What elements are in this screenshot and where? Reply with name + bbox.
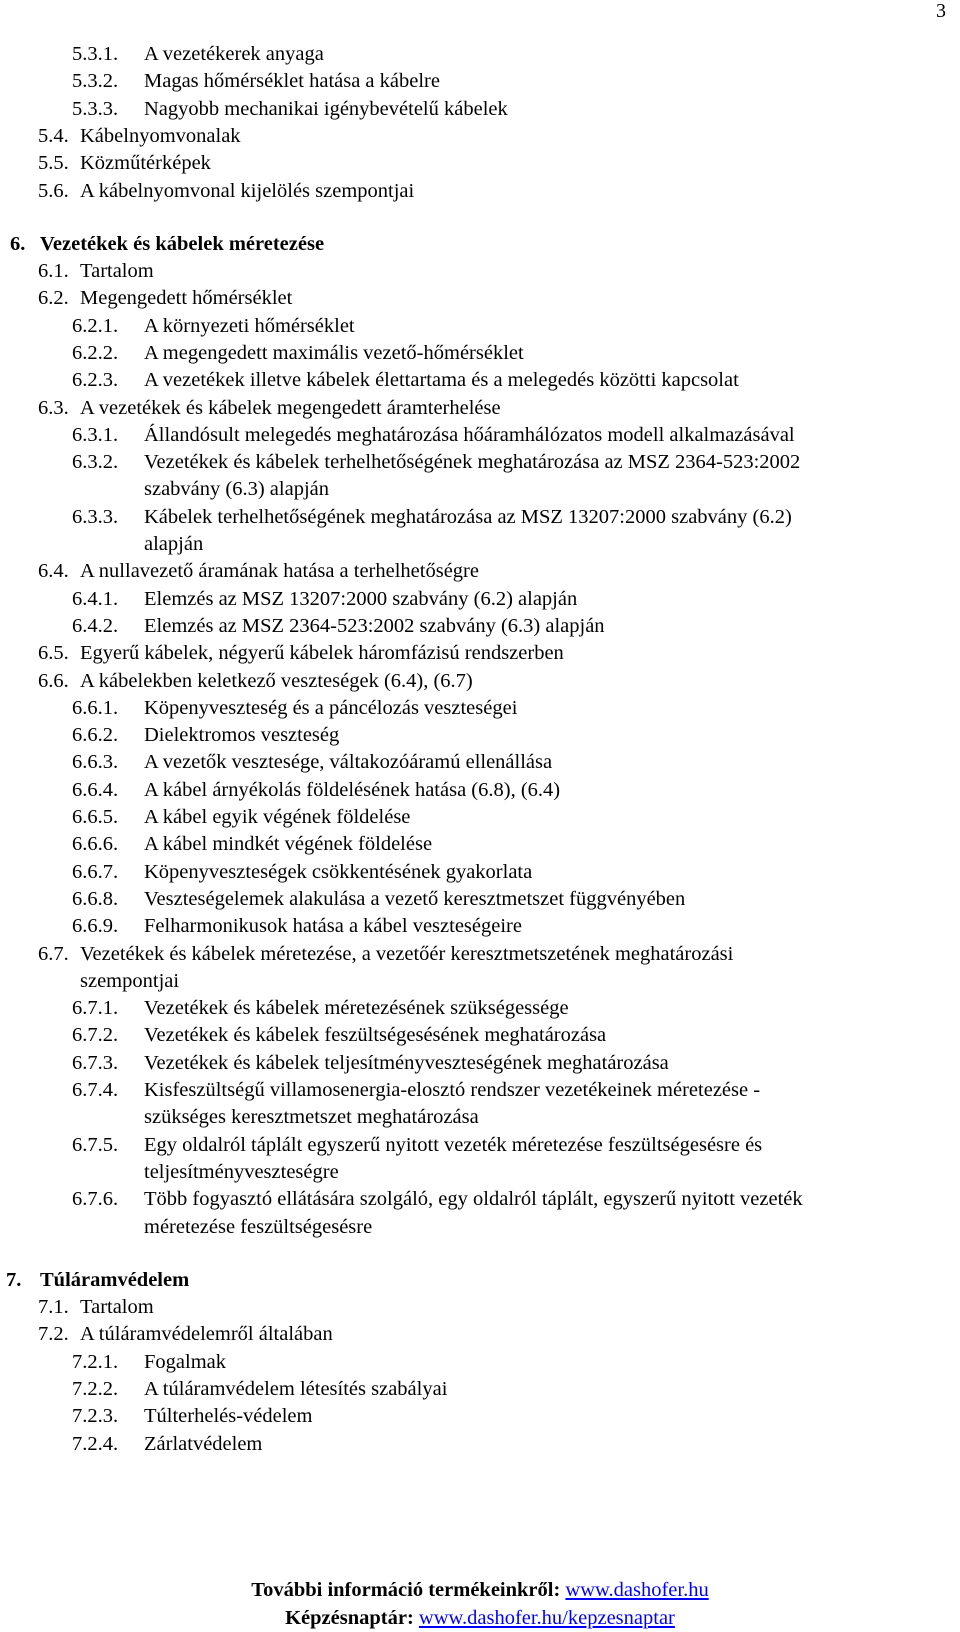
- toc-entry-title: Köpenyveszteségek csökkentésének gyakorlata: [144, 860, 533, 883]
- toc-entry-title: A vezetékek illetve kábelek élettartama és a melegedés közötti kapcsolat: [144, 369, 739, 392]
- toc-entry-number: 5.5.: [38, 152, 69, 175]
- toc-entry-title: Kisfeszültségű villamosenergia-elosztó rendszer vezetékeinek méretezése -: [144, 1079, 761, 1102]
- toc-entry-title: A kábelekben keletkező veszteségek (6.4), (6.7): [80, 669, 473, 692]
- toc-entry-title: Tartalom: [80, 1296, 154, 1319]
- toc-entry-number: 6.4.1.: [72, 587, 119, 610]
- footer-products-label: További információ termékeinkről:: [251, 1579, 561, 1601]
- toc-entry-number: 6.7.1.: [72, 997, 119, 1020]
- toc-entry-number: 5.3.3.: [72, 97, 119, 120]
- toc-entry-number: 5.3.1.: [72, 43, 119, 65]
- toc-entry-number: 6.4.2.: [72, 614, 119, 637]
- toc-entry-title-continued: alapján: [144, 533, 204, 556]
- footer: [0, 1576, 960, 1632]
- toc-entry-number: 6.7.4.: [72, 1079, 119, 1102]
- toc-entry-number: 6.6.8.: [72, 887, 119, 910]
- toc-entry-title: A környezeti hőmérséklet: [144, 314, 355, 337]
- toc-entry-title: Dielektromos veszteség: [144, 724, 340, 747]
- toc-entry-title-continued: szükséges keresztmetszet meghatározása: [144, 1106, 479, 1129]
- toc-entry-title: A túláramvédelemről általában: [80, 1323, 333, 1346]
- toc-entry-number: 6.6.5.: [72, 806, 119, 829]
- toc-entry-number: 6.6.: [38, 669, 69, 692]
- toc-entry-title: Magas hőmérséklet hatása a kábelre: [144, 70, 440, 93]
- toc-entry-title: Zárlatvédelem: [144, 1432, 263, 1455]
- toc-entry-title: Veszteségelemek alakulása a vezető keresztmetszet függvényében: [144, 887, 686, 910]
- toc-entry-title: Vezetékek és kábelek terhelhetőségének meghatározása az MSZ 2364-523:2002: [144, 451, 801, 474]
- toc-entry-number: 6.2.1.: [72, 314, 119, 337]
- toc-entry-title: A vezetékek és kábelek megengedett áramterhelése: [80, 396, 501, 419]
- toc-entry-title: A kábel egyik végének földelése: [144, 806, 411, 829]
- toc-entry-title: Egy oldalról táplált egyszerű nyitott vezeték méretezése feszültségesésre és: [144, 1133, 763, 1156]
- footer-training-label: Képzésnaptár:: [285, 1607, 414, 1629]
- toc-entry-title: Közműtérképek: [80, 152, 211, 175]
- toc-entry-number: 7.2.1.: [72, 1350, 119, 1373]
- toc-entry-number: 6.6.3.: [72, 751, 119, 774]
- toc-entry-title: A megengedett maximális vezető-hőmérséklet: [144, 341, 524, 364]
- toc-entry-title: Túláramvédelem: [40, 1268, 190, 1291]
- toc-entry-title: Felharmonikusok hatása a kábel veszteségeire: [144, 915, 522, 938]
- toc-entry-title: Több fogyasztó ellátására szolgáló, egy oldalról táplált, egyszerű nyitott vezeték: [144, 1188, 803, 1211]
- toc-entry-number: 6.6.1.: [72, 696, 119, 719]
- toc-entry-title: Vezetékek és kábelek méretezésének szükségessége: [144, 997, 569, 1020]
- toc-entry-title: A vezetők vesztesége, váltakozóáramú ellenállása: [144, 751, 553, 774]
- toc-entry-title-continued: szabvány (6.3) alapján: [144, 478, 329, 501]
- toc-entry-title: A vezetékerek anyaga: [144, 43, 324, 65]
- toc-entry-number: 6.7.3.: [72, 1051, 119, 1074]
- toc-entry-number: 6.: [10, 232, 26, 255]
- toc-entry-number: 6.6.4.: [72, 778, 119, 801]
- footer-training-line: [0, 1604, 960, 1632]
- toc-entry-title: A nullavezető áramának hatása a terhelhetőségre: [80, 560, 479, 583]
- toc-entry-title-continued: teljesítményveszteségre: [144, 1160, 339, 1183]
- toc-entry-number: 7.1.: [38, 1296, 69, 1319]
- toc-entry-number: 6.3.1.: [72, 423, 119, 446]
- toc-entry-number: 6.1.: [38, 260, 69, 283]
- toc-entry-title-continued: méretezése feszültségesésre: [144, 1215, 373, 1238]
- toc-entry-title-continued: szempontjai: [80, 969, 180, 992]
- toc-entry-number: 6.7.2.: [72, 1024, 119, 1047]
- toc-entry-number: 6.2.2.: [72, 341, 119, 364]
- toc-entry-title: Vezetékek és kábelek feszültségesésének meghatározása: [144, 1024, 607, 1047]
- toc-entry-number: 6.6.7.: [72, 860, 119, 883]
- toc-entry-title: Vezetékek és kábelek teljesítményveszteségének meghatározása: [144, 1051, 669, 1074]
- toc-entry-title: A kábel árnyékolás földelésének hatása (6.8), (6.4): [144, 778, 561, 801]
- toc-entry-title: Tartalom: [80, 260, 154, 283]
- toc-entry-number: 7.2.3.: [72, 1405, 119, 1428]
- toc-entry-number: 6.7.6.: [72, 1188, 119, 1211]
- toc-entry-title: Kábelnyomvonalak: [80, 124, 241, 147]
- toc-entry-title: Fogalmak: [144, 1350, 226, 1373]
- toc-entry-number: 6.7.: [38, 942, 69, 965]
- toc-entry-number: 6.2.: [38, 287, 69, 310]
- toc-entry-title: Elemzés az MSZ 2364-523:2002 szabvány (6.3) alapján: [144, 614, 605, 637]
- training-calendar-link[interactable]: www.dashofer.hu/kepzesnaptar: [418, 1607, 675, 1629]
- toc-entry-title: Megengedett hőmérséklet: [80, 287, 293, 310]
- toc-entry-number: 7.2.4.: [72, 1432, 119, 1455]
- toc-entry-number: 6.3.: [38, 396, 69, 419]
- toc-entry-title: Állandósult melegedés meghatározása hőáramhálózatos modell alkalmazásával: [144, 423, 795, 446]
- toc-entry-title: A túláramvédelem létesítés szabályai: [144, 1377, 448, 1400]
- toc-entry-title: Köpenyveszteség és a páncélozás veszteségei: [144, 696, 518, 719]
- toc-entry-title: Nagyobb mechanikai igénybevételű kábelek: [144, 97, 508, 120]
- toc-entry-title: A kábel mindkét végének földelése: [144, 833, 433, 856]
- toc-entry-number: 6.6.6.: [72, 833, 119, 856]
- toc-entry-number: 6.3.2.: [72, 451, 119, 474]
- footer-products-line: [0, 1576, 960, 1604]
- toc-entry-number: 5.6.: [38, 179, 69, 202]
- toc-entry-number: 6.5.: [38, 642, 69, 665]
- page-number: 3: [936, 0, 946, 22]
- toc-entry-number: 6.3.3.: [72, 505, 119, 528]
- toc-entry-title: A kábelnyomvonal kijelölés szempontjai: [80, 179, 415, 202]
- toc-entry-title: Egyerű kábelek, négyerű kábelek háromfázisú rendszerben: [80, 642, 564, 665]
- toc-entry-number: 7.2.: [38, 1323, 69, 1346]
- toc-entry-number: 6.6.2.: [72, 724, 119, 747]
- toc-entry-number: 7.: [6, 1268, 22, 1291]
- toc-entry-title: Túlterhelés-védelem: [144, 1405, 313, 1428]
- toc-entry-number: 6.6.9.: [72, 915, 119, 938]
- toc-entry-title: Vezetékek és kábelek méretezése, a vezetőér keresztmetszetének meghatározási: [80, 942, 734, 965]
- toc-entry-number: 6.4.: [38, 560, 69, 583]
- toc-entry-title: Elemzés az MSZ 13207:2000 szabvány (6.2) alapján: [144, 587, 578, 610]
- toc-entry-title: Vezetékek és kábelek méretezése: [40, 232, 325, 255]
- toc-entry-number: 5.4.: [38, 124, 69, 147]
- toc-entry-number: 7.2.2.: [72, 1377, 119, 1400]
- toc-entry-number: 5.3.2.: [72, 70, 119, 93]
- toc-entry-title: Kábelek terhelhetőségének meghatározása az MSZ 13207:2000 szabvány (6.2): [144, 505, 792, 528]
- toc-entry-number: 6.2.3.: [72, 369, 119, 392]
- toc-entry-number: 6.7.5.: [72, 1133, 119, 1156]
- products-link[interactable]: www.dashofer.hu: [565, 1579, 709, 1601]
